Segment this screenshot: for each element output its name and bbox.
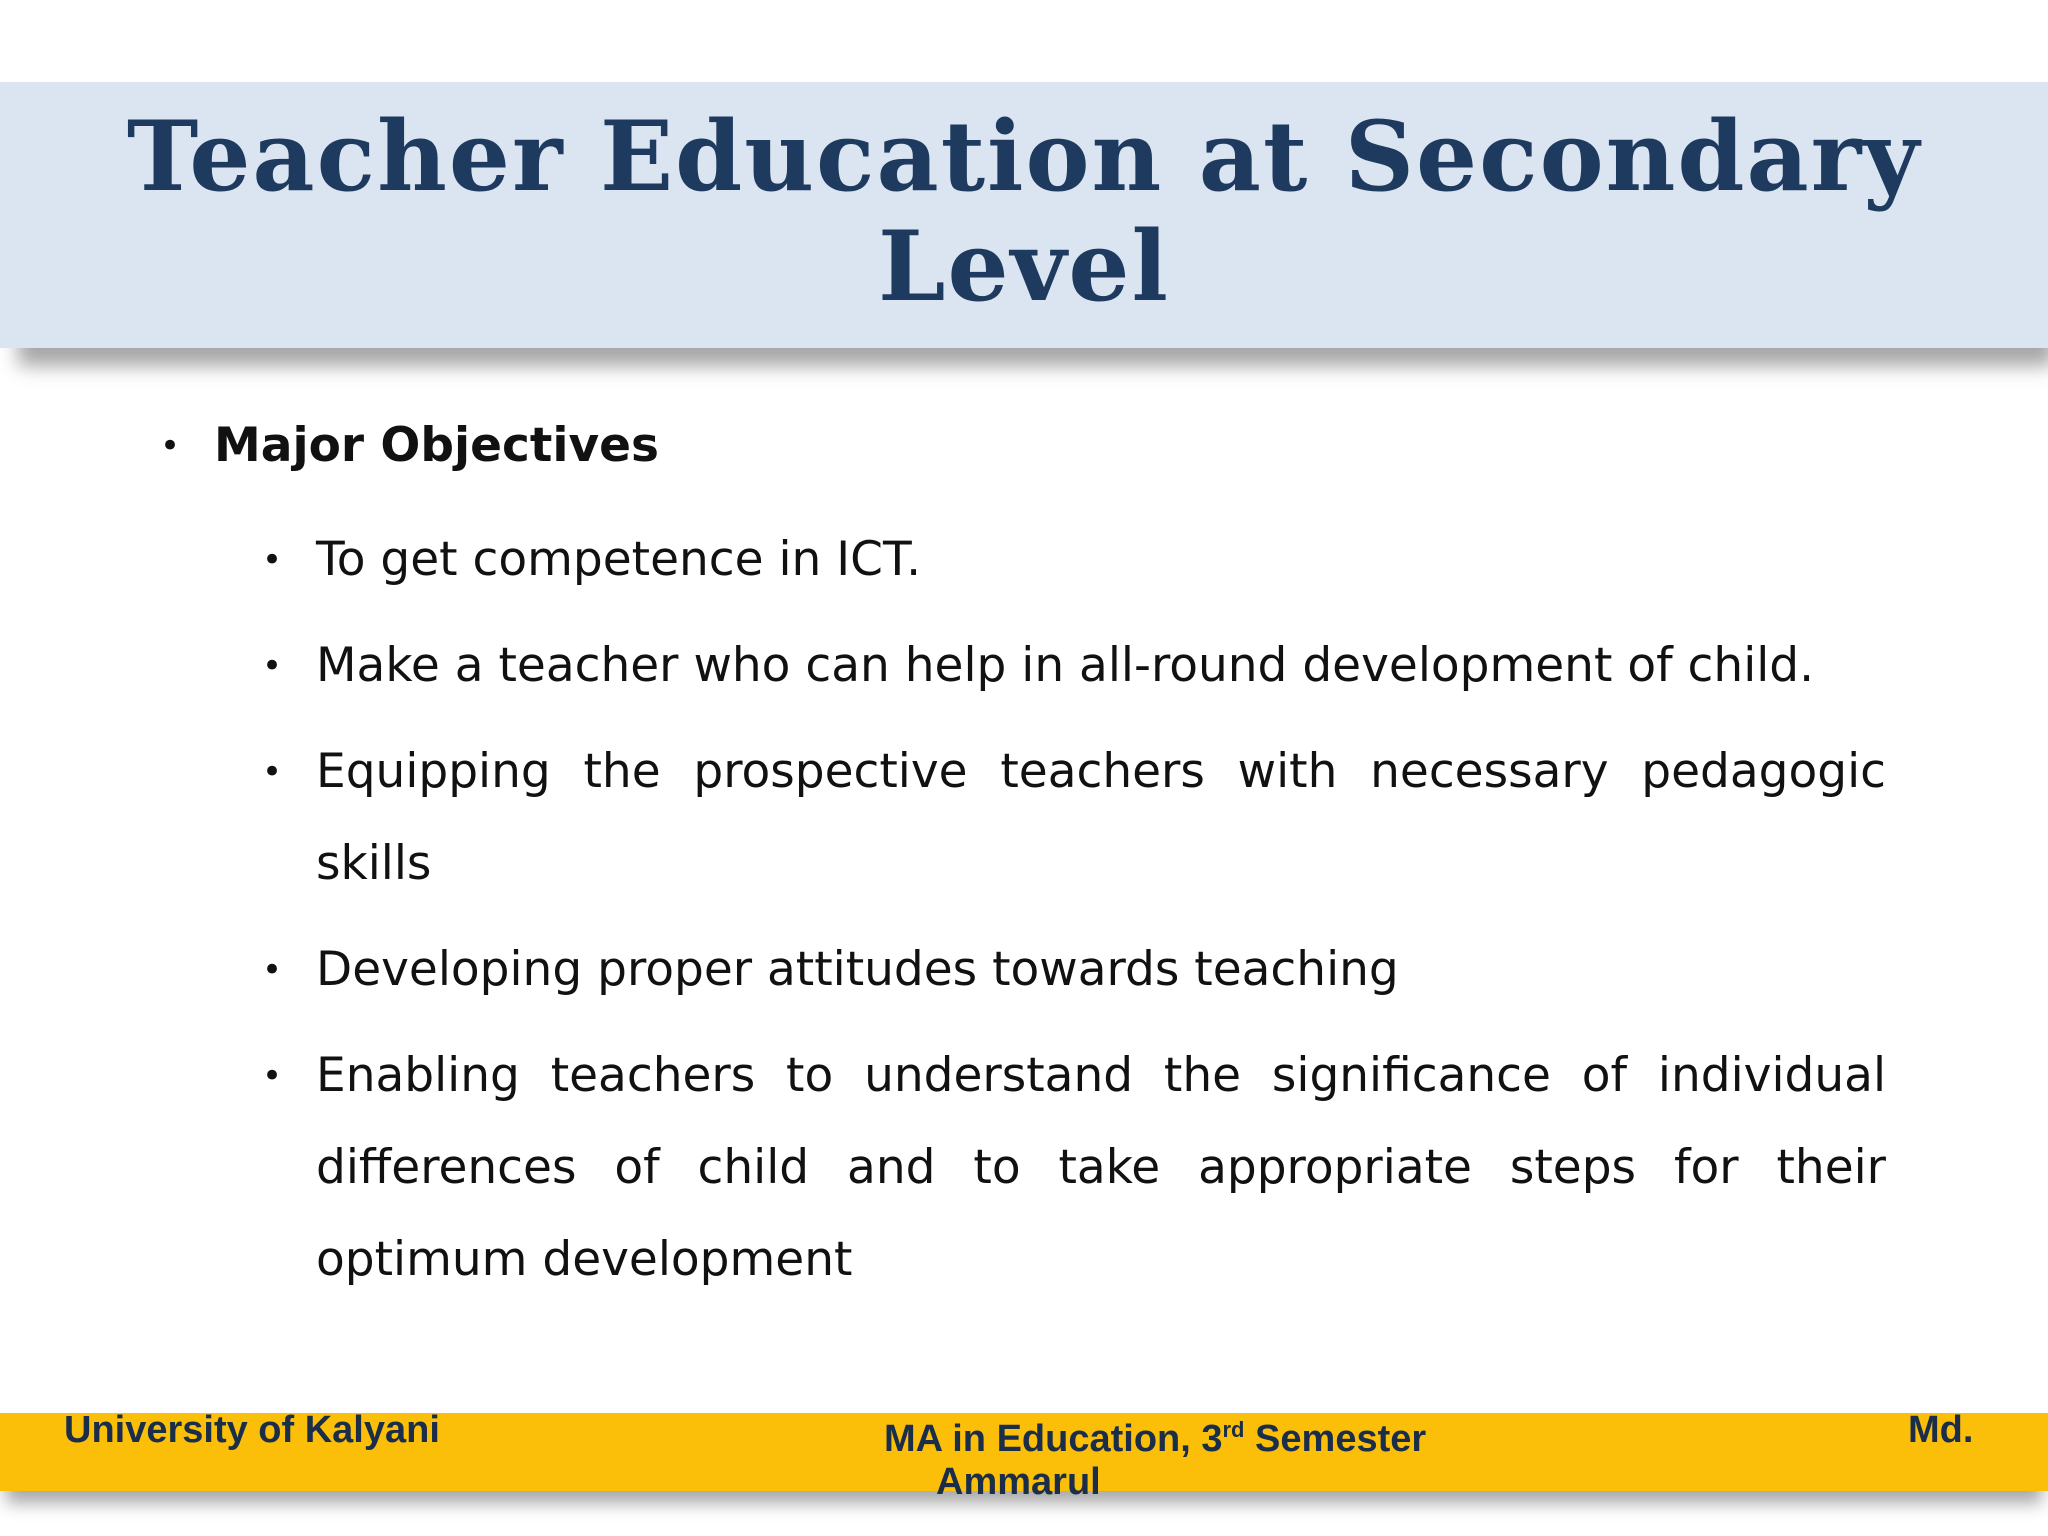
objective-text: Make a teacher who can help in all-round development of child.	[316, 638, 1815, 693]
bullet-icon: •	[160, 426, 181, 466]
bullet-icon: •	[262, 646, 283, 686]
objective-text: Equipping the prospective teachers with necessary pedagogic skills	[316, 744, 1886, 891]
bullet-icon: •	[262, 752, 283, 792]
bullet-icon: •	[262, 950, 283, 990]
heading-label: Major Objectives	[214, 418, 659, 473]
list-item	[160, 1030, 1886, 1306]
footer-course-sup: rd	[1222, 1417, 1245, 1442]
list-item	[160, 514, 1886, 606]
footer-university: University of Kalyani	[64, 1409, 440, 1451]
footer-course-prefix: MA in Education, 3	[884, 1418, 1223, 1460]
objectives-list	[160, 514, 1886, 1306]
list-item	[160, 924, 1886, 1016]
major-objectives-heading	[160, 408, 1886, 484]
footer-author-line2: Ammarul	[936, 1461, 1101, 1503]
slide-content	[160, 408, 1886, 1320]
objective-text: To get competence in ICT.	[316, 532, 922, 587]
objective-text: Developing proper attitudes towards teaching	[316, 942, 1399, 997]
bullet-icon: •	[262, 540, 283, 580]
footer-course-suffix: Semester	[1244, 1418, 1427, 1460]
bullet-icon: •	[262, 1056, 283, 1096]
slide-title: Teacher Education at Secondary Level	[126, 100, 1922, 323]
list-item	[160, 620, 1886, 712]
objective-text: Enabling teachers to understand the significance of individual differences of child and to take appropriate steps for their optimum development	[316, 1048, 1886, 1287]
list-item	[160, 726, 1886, 910]
footer-author-line1: Md.	[1908, 1409, 1974, 1451]
